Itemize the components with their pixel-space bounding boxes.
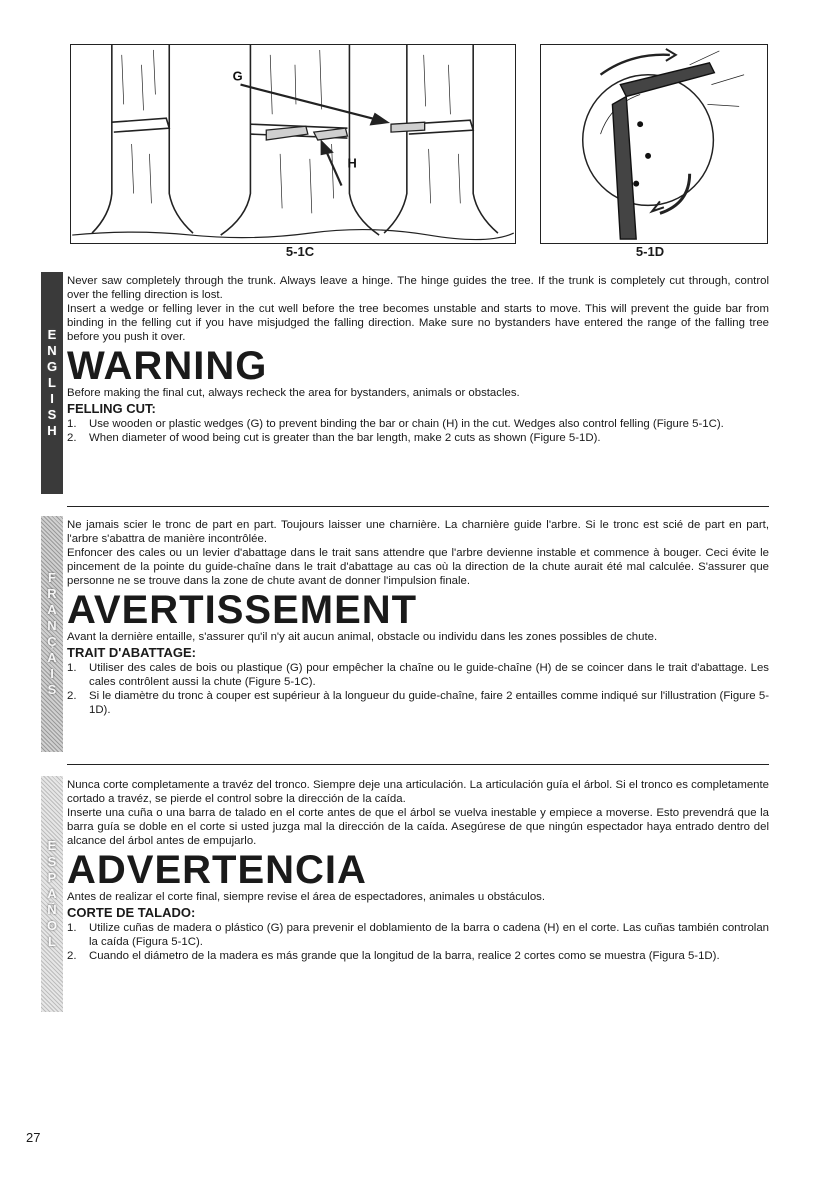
paragraph: Ne jamais scier le tronc de part en part. Toujours laisser une charnière. La charnière guide l'arbre. Si le tronc est scié de part en part, l'arbre s'abattra de manière incontrôlée. <box>67 519 769 545</box>
list-item: 2. When diameter of wood being cut is greater than the bar length, make 2 cuts as shown (Figure 5-1D). <box>67 432 601 444</box>
paragraph: Inserte una cuña o una barra de talado en el corte antes de que el árbol se vuelva inestable y empiece a moverse. Esto prevendrá que la barra guía se doble en el corte si usted juzga mal la dirección de la caída. Asegúrese de que ningún espectador haya entrado dentro del alcance del árbol antes de empujarlo. <box>67 807 769 847</box>
list-item: 2. Cuando el diámetro de la madera es más grande que la longitud de la barra, realice 2 cortes como se muestra (Figura 5-1D). <box>67 950 720 962</box>
warning-text: Antes de realizar el corte final, siempre revise el área de espectadores, animales u obstáculos. <box>67 891 546 903</box>
figure-caption-5-1c: 5-1C <box>285 244 315 259</box>
list-item: 2. Si le diamètre du tronc à couper est supérieur à la longueur du guide-chaîne, faire 2 entailles comme indiqué sur l'illustration (Figure 5-1D). <box>67 690 769 716</box>
figure-5-1c <box>70 44 516 244</box>
section-heading: FELLING CUT: <box>67 401 156 416</box>
felling-wedges-illustration <box>71 45 515 243</box>
warning-text: Before making the final cut, always recheck the area for bystanders, animals or obstacles. <box>67 387 520 399</box>
figure-caption-5-1d: 5-1D <box>635 244 665 259</box>
language-tab-english: E N G L I S H <box>41 272 63 494</box>
section-heading: CORTE DE TALADO: <box>67 905 196 920</box>
french-section <box>67 518 769 717</box>
figure-5-1d <box>540 44 768 244</box>
list-item: 1. Utilize cuñas de madera o plástico (G) para prevenir el doblamiento de la barra o cadena (H) en el corte. Las cuñas también controlan la caída (Figura 5-1C). <box>67 922 769 948</box>
list-item: 1. Use wooden or plastic wedges (G) to prevent binding the bar or chain (H) in the cut. Wedges also control felling (Figure 5-1C). <box>67 418 724 430</box>
list-item: 1. Utiliser des cales de bois ou plastique (G) pour empêcher la chaîne ou le guide-chaîne (H) de se coincer dans le trait d'abattage. Les cales contrôlent aussi la chute (Figure 5-1C). <box>67 662 769 688</box>
language-tab-french: F R A N Ç A I S <box>41 516 63 752</box>
paragraph: Enfoncer des cales ou un levier d'abattage dans le trait sans attendre que l'arbre devienne instable et commence à bouger. Ceci évite le pincement de la pointe du guide-chaîne dans le trait d'abattage au cas où la direction de la chute aurait été mal calculée. S'assurer que personne ne se trouve dans la zone de chute avant de donner l'impulsion finale. <box>67 547 769 587</box>
warning-title: WARNING <box>67 344 268 388</box>
english-section <box>67 274 769 445</box>
two-cut-illustration <box>541 45 767 243</box>
label-h: H <box>347 155 357 171</box>
paragraph: Insert a wedge or felling lever in the cut well before the tree becomes unstable and starts to move. This will prevent the guide bar from binding in the felling cut if you have misjudged the falling direction. Make sure no bystanders have entered the range of the falling tree before you push it over. <box>67 303 769 343</box>
warning-title: AVERTISSEMENT <box>67 588 418 632</box>
section-heading: TRAIT D'ABATTAGE: <box>67 645 196 660</box>
divider <box>67 764 769 765</box>
spanish-section <box>67 778 769 963</box>
warning-text: Avant la dernière entaille, s'assurer qu'il n'y ait aucun animal, obstacle ou individu dans les zones possibles de chute. <box>67 631 658 643</box>
paragraph: Never saw completely through the trunk. Always leave a hinge. The hinge guides the tree. If the trunk is completely cut through, control over the felling direction is lost. <box>67 275 769 301</box>
label-g: G <box>232 68 243 84</box>
warning-title: ADVERTENCIA <box>67 848 367 892</box>
language-tab-spanish: E S P A Ñ O L <box>41 776 63 1012</box>
page-number: 27 <box>26 1130 41 1145</box>
paragraph: Nunca corte completamente a travéz del tronco. Siempre deje una articulación. La articulación guía el árbol. Si el tronco es completamente cortado a travéz, se pierde el control sobre la dirección de la caída. <box>67 779 769 805</box>
divider <box>67 506 769 507</box>
